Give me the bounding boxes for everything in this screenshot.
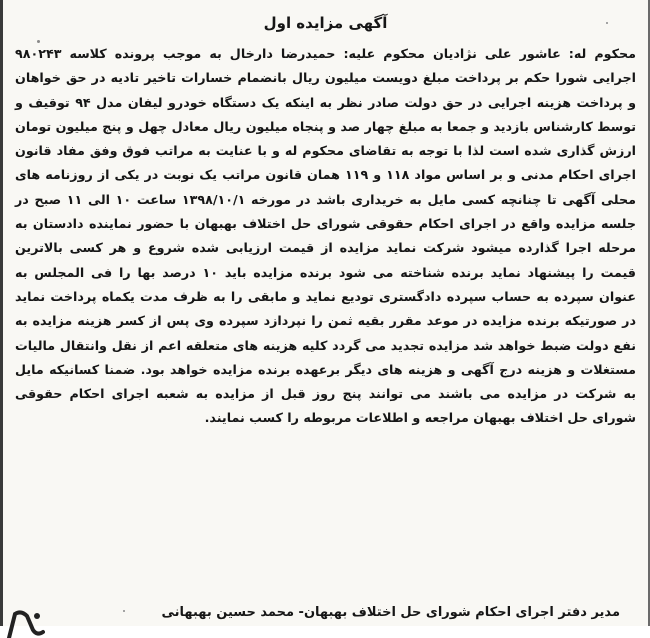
stamp-fragment-icon (7, 608, 45, 638)
notice-body: محکوم له: عاشور علی نژادیان محکوم علیه: حمیدرضا دارخال به موجب پرونده کلاسه ۹۸۰۲۴۳ اجرایی شورا حکم بر پرداخت مبلغ دویست میلیون ریال بانضمام خسارات تاخیر تادیه در حق خواهان و پرداخت هزینه اجرایی در حق دولت صادر نظر به اینکه یک دستگاه خودرو لیفان مدل ۹۴ توقیف و توسط کارشناس بازدید و جمعا به مبلغ چهار صد و پنجاه میلیون ریال معادل چهل و پنج میلیون تومان ارزش گذاری شده است لذا با توجه به تقاضای محکوم له و با عنایت به مراتب فوق وفق مفاد قانون اجرای احکام مدنی و بر اساس مواد ۱۱۸ و ۱۱۹ همان قانون مراتب یک نوبت در یکی از روزنامه های محلی آگهی تا چنانچه کسی مایل به خریداری باشد در مورخه ۱۳۹۸/۱۰/۱ ساعت ۱۰ الی ۱۱ صبح در جلسه مزایده واقع در اجرای احکام حقوقی شورای حل اختلاف بهبهان با حضور نماینده دادستان به مرحله اجرا گذارده میشود شرکت نماید مزایده از قیمت ارزیابی شده شروع و هر کسی بالاترین قیمت را پیشنهاد نماید برنده شناخته می شود برنده مزایده باید ۱۰ درصد بها را فی المجلس به عنوان سپرده به حساب سپرده دادگستری تودیع نماید و مابقی را به ظرف مدت یکماه پرداخت نماید در صورتیکه برنده مزایده در موعد مقرر بقیه ثمن را نپردازد سپرده وی پس از کسر هزینه مزایده به نفع دولت ضبط خواهد شد مزایده تجدید می گردد کلیه هزینه های متعلقه اعم از نقل وانتقال مالیات مستغلات و هزینه درج آگهی و هزینه های دیگر برعهده برنده مزایده خواهد بود. ضمنا کسانیکه مایل به شرکت در مزایده می باشند می توانند پنج روز قبل از مزایده به شعبه اجرای احکام حقوقی شورای حل اختلاف بهبهان مراجعه و اطلاعات مربوطه را کسب نمایند. (15, 46, 636, 426)
notice-title: آگهی مزایده اول (263, 14, 388, 32)
scan-speck (606, 22, 608, 24)
scan-speck (123, 610, 125, 612)
notice-signature: مدیر دفتر اجرای احکام شورای حل اختلاف بهبهان- محمد حسین بهبهانی (161, 605, 620, 620)
scan-speck (37, 40, 40, 43)
